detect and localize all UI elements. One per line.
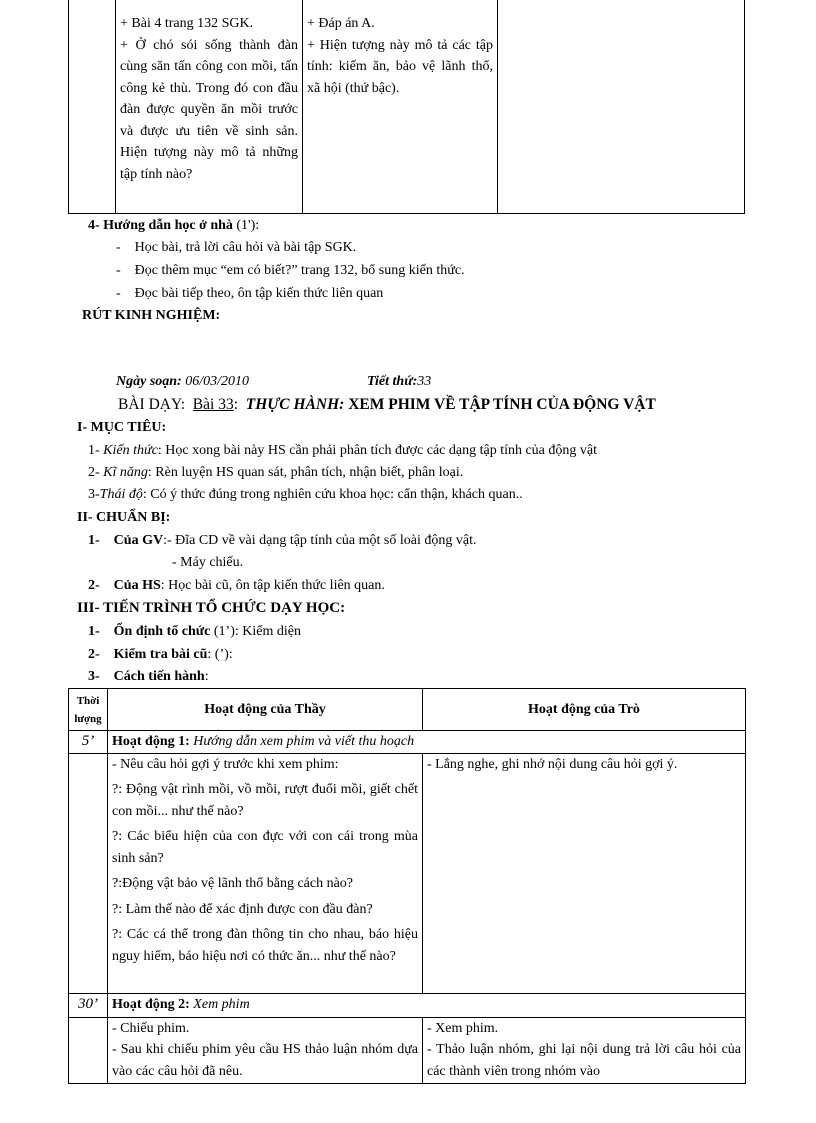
top-table-col3	[303, 0, 498, 214]
activity2-student	[423, 1017, 746, 1083]
top-table-col1	[69, 0, 116, 214]
activity1-teacher	[108, 753, 423, 993]
activity2-time: 30’	[69, 993, 108, 1017]
teacher-line: - Chiếu phim.	[112, 1020, 190, 1036]
student-line: - Thảo luận nhóm, ghi lại nội dung trả lời câu hỏi của các thành viên trong nhóm vào	[427, 1042, 741, 1079]
top-table-line: + Hiện tượng này mô tả các tập tính: kiếm ăn, bảo vệ lãnh thổ, xã hội (thứ bậc).	[307, 37, 493, 96]
top-table-col4	[498, 0, 745, 214]
top-table-col2	[116, 0, 303, 214]
process-item: 2- Kiểm tra bài cũ: (’):	[88, 647, 233, 662]
date-line: Ngày soạn: 06/03/2010	[116, 374, 250, 389]
lesson-title: BÀI DẠY: Bài 33: THỰC HÀNH: XEM PHIM VỀ TẬP TÍNH CỦA ĐỘNG VẬT	[118, 396, 656, 413]
top-table	[68, 0, 745, 214]
activity2-teacher	[108, 1017, 423, 1083]
teacher-line: ?: Các biểu hiện của con đực với con cái trong mùa sinh sản?	[112, 829, 418, 866]
teacher-prep: 1- Của GV:- Đĩa CD về vài dạng tập tính của một số loài động vật.	[88, 533, 477, 548]
process-item: 1- Ổn định tổ chức (1’): Kiểm diện	[88, 624, 301, 639]
teacher-prep-2: - Máy chiếu.	[172, 555, 244, 570]
top-table-line: + Bài 4 trang 132 SGK.	[120, 16, 254, 31]
activity2-time-empty	[69, 1017, 108, 1083]
main-table	[68, 688, 746, 1084]
activity1-time: 5’	[69, 731, 108, 754]
process-item: 3- Cách tiến hành:	[88, 669, 209, 684]
main-table-header	[69, 689, 746, 731]
activity1-title-row	[69, 731, 746, 754]
activity2-title-row	[69, 993, 746, 1017]
teacher-line: ?: Làm thế nào để xác định được con đầu đàn?	[112, 901, 373, 917]
period-line: Tiết thứ:33	[367, 374, 432, 389]
homework-item: - Đọc bài tiếp theo, ôn tập kiến thức liên quan	[116, 286, 384, 301]
objectives-heading: I- MỤC TIÊU:	[77, 420, 167, 435]
top-table-line: + Ở chó sói sống thành đàn cùng săn tấn công con mồi, tấn công kẻ thù. Trong đó con đầu đàn được quyền ăn mồi trước và được ưu tiên về sinh sản. Hiện tượng này mô tả những tập tính nào?	[120, 37, 298, 182]
activity1-time-empty	[69, 753, 108, 993]
header-time: Thời lượng	[69, 689, 108, 731]
header-student: Hoạt động của Trò	[423, 689, 746, 731]
student-line: - Lắng nghe, ghi nhớ nội dung câu hỏi gợi ý.	[427, 756, 678, 772]
student-line: - Xem phim.	[427, 1020, 499, 1036]
top-table-line: + Đáp án A.	[307, 16, 375, 31]
student-prep: 2- Của HS: Học bài cũ, ôn tập kiến thức liên quan.	[88, 578, 385, 593]
experience-heading: RÚT KINH NGHIỆM:	[82, 308, 221, 323]
teacher-line: ?:Động vật bảo vệ lãnh thổ bằng cách nào?	[112, 876, 354, 891]
activity1-row	[69, 753, 746, 993]
homework-item: - Học bài, trả lời câu hỏi và bài tập SGK.	[116, 240, 357, 255]
teacher-line: - Sau khi chiếu phim yêu cầu HS thảo luận nhóm dựa vào các câu hỏi đã nêu.	[112, 1042, 418, 1079]
teacher-line: ?: Động vật rình mồi, vồ mồi, rượt đuổi mồi, giết chết con mồi... như thế nào?	[112, 782, 418, 819]
activity1-student	[423, 753, 746, 993]
objective-item: 1- Kiến thức: Học xong bài này HS cần phải phân tích được các dạng tập tính của động vật	[88, 443, 597, 458]
header-teacher: Hoạt động của Thầy	[108, 689, 423, 731]
process-heading: III- TIẾN TRÌNH TỔ CHỨC DẠY HỌC:	[77, 600, 346, 616]
homework-heading: 4- Hướng dẫn học ở nhà (1'):	[88, 218, 260, 233]
activity1-title: Hoạt động 1: Hướng dẫn xem phim và viết thu hoạch	[108, 731, 746, 754]
activity2-title: Hoạt động 2: Xem phim	[108, 993, 746, 1017]
preparation-heading: II- CHUẨN BỊ:	[77, 510, 171, 525]
objective-item: 2- Kĩ năng: Rèn luyện HS quan sát, phân tích, nhận biết, phân loại.	[88, 465, 464, 480]
homework-item: - Đọc thêm mục “em có biết?” trang 132, bổ sung kiến thức.	[116, 263, 465, 278]
teacher-line: ?: Các cá thể trong đàn thông tin cho nhau, báo hiệu nguy hiểm, báo hiệu nơi có thức ăn... như thế nào?	[112, 927, 418, 964]
objective-item: 3-Thái độ: Có ý thức đúng trong nghiên cứu khoa học: cẩn thận, khách quan..	[88, 487, 523, 502]
teacher-line: - Nêu câu hỏi gợi ý trước khi xem phim:	[112, 756, 339, 772]
activity2-row	[69, 1017, 746, 1083]
